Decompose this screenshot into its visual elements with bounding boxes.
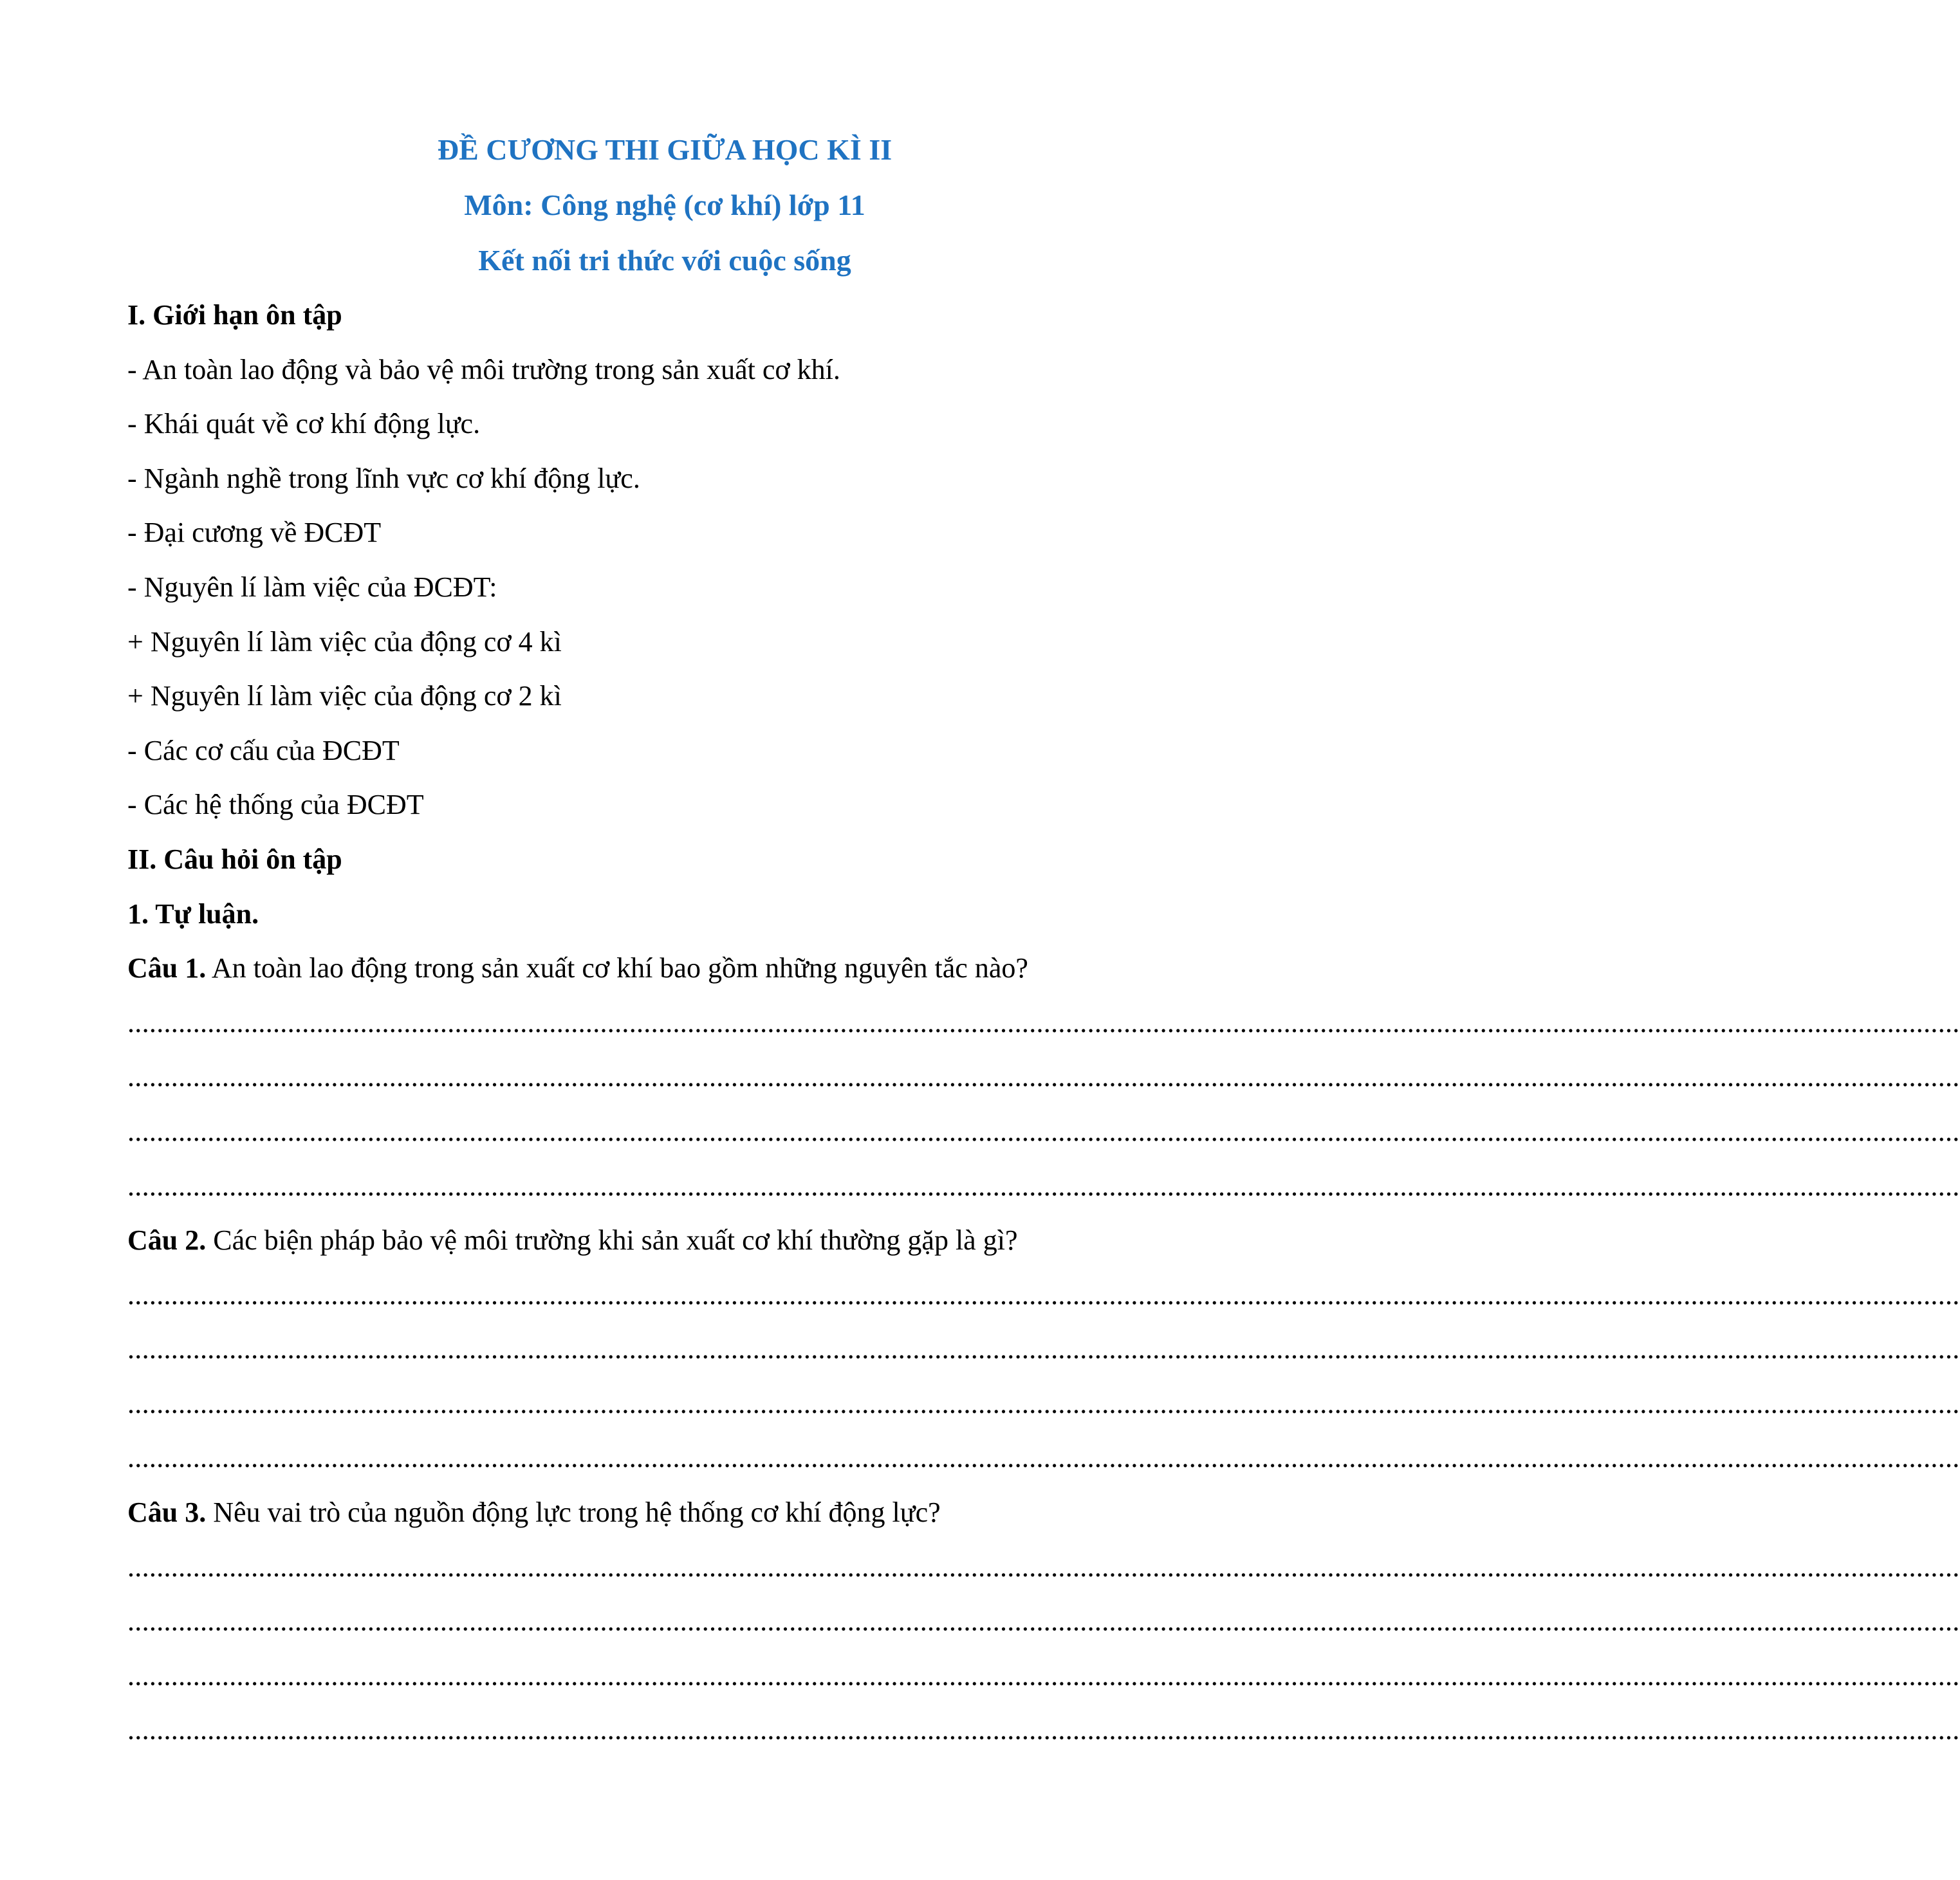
question-text: An toàn lao động trong sản xuất cơ khí bao gồm những nguyên tắc nào? (206, 952, 1028, 984)
section1-item: - Các cơ cấu của ĐCĐT (127, 734, 400, 766)
answer-line[interactable]: ............................................................................................................................................................................................................................................................ (127, 1714, 1960, 1746)
section1-item: + Nguyên lí làm việc của động cơ 2 kì (127, 680, 562, 712)
document-series: Kết nối tri thức với cuộc sống (478, 244, 851, 277)
answer-line[interactable]: ............................................................................................................................................................................................................................................................ (127, 1551, 1960, 1583)
question-label: Câu 2. (127, 1224, 207, 1257)
document-title: ĐỀ CƯƠNG THI GIỮA HỌC KÌ II (437, 133, 892, 166)
answer-line[interactable]: ............................................................................................................................................................................................................................................................ (127, 1605, 1960, 1637)
answer-line[interactable]: ............................................................................................................................................................................................................................................................ (127, 1387, 1960, 1419)
section1-item: - Đại cương về ĐCĐT (127, 517, 382, 549)
section1-item: - Khái quát về cơ khí động lực. (127, 408, 481, 440)
section1-item: + Nguyên lí làm việc của động cơ 4 kì (127, 625, 562, 658)
question-label: Câu 1. (127, 952, 207, 984)
question-1 (127, 941, 1202, 996)
section1-item: - Nguyên lí làm việc của ĐCĐT: (127, 571, 497, 603)
answer-line[interactable]: ............................................................................................................................................................................................................................................................ (127, 1333, 1960, 1365)
answer-line[interactable]: ............................................................................................................................................................................................................................................................ (127, 1278, 1960, 1311)
answer-line[interactable]: ............................................................................................................................................................................................................................................................ (127, 1659, 1960, 1691)
section1-item: - An toàn lao động và bảo vệ môi trường trong sản xuất cơ khí. (127, 353, 840, 385)
answer-line[interactable]: ............................................................................................................................................................................................................................................................ (127, 1170, 1960, 1202)
answer-line[interactable]: ............................................................................................................................................................................................................................................................ (127, 1115, 1960, 1147)
answer-line[interactable]: ............................................................................................................................................................................................................................................................ (127, 1442, 1960, 1474)
section2-subheading: 1. Tự luận. (127, 898, 259, 930)
section1-heading: I. Giới hạn ôn tập (127, 299, 342, 331)
question-text: Các biện pháp bảo vệ môi trường khi sản xuất cơ khí thường gặp là gì? (206, 1224, 1018, 1257)
document-page (127, 122, 1960, 1758)
section1-item: - Các hệ thống của ĐCĐT (127, 789, 424, 821)
question-label: Câu 3. (127, 1497, 207, 1529)
question-text: Nêu vai trò của nguồn động lực trong hệ thống cơ khí động lực? (206, 1497, 941, 1529)
section2-heading: II. Câu hỏi ôn tập (127, 843, 342, 875)
question-3 (127, 1486, 1202, 1540)
answer-line[interactable]: ............................................................................................................................................................................................................................................................ (127, 1006, 1960, 1038)
document-subject: Môn: Công nghệ (cơ khí) lớp 11 (464, 189, 865, 221)
answer-line[interactable]: ............................................................................................................................................................................................................................................................ (127, 1061, 1960, 1093)
section1-item: - Ngành nghề trong lĩnh vực cơ khí động lực. (127, 462, 640, 494)
question-2 (127, 1213, 1202, 1268)
